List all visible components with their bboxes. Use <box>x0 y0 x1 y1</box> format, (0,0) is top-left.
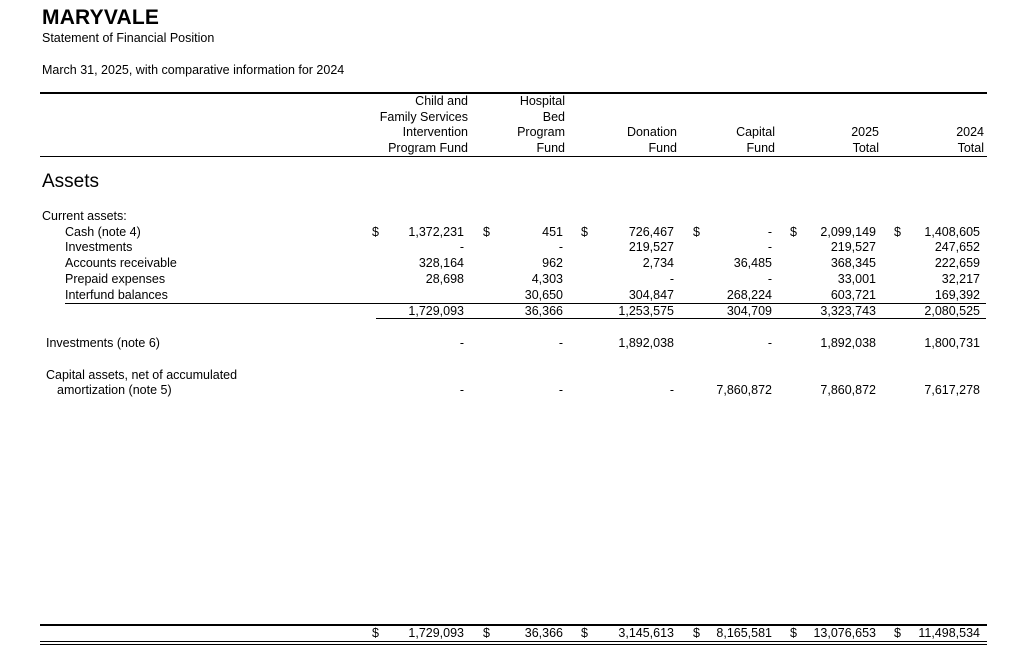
header-line: Donation <box>626 125 677 139</box>
cell-value: 1,892,038 <box>820 336 876 350</box>
row-label: Interfund balances <box>65 288 168 302</box>
statement-title: Statement of Financial Position <box>42 31 215 45</box>
cell-value: 4,303 <box>531 272 563 286</box>
currency-symbol: $ <box>483 626 490 640</box>
column-header-2025 <box>851 125 879 157</box>
cell-value: 33,001 <box>837 272 876 286</box>
currency-symbol: $ <box>894 626 901 640</box>
currency-symbol: $ <box>693 225 700 239</box>
cell-value: - <box>459 383 464 397</box>
column-header-capital <box>736 125 775 157</box>
cell-value: 222,659 <box>934 256 980 270</box>
row-label: Prepaid expenses <box>65 272 166 286</box>
currency-symbol: $ <box>372 626 379 640</box>
cell-value: - <box>767 225 772 239</box>
cell-value: 1,253,575 <box>618 304 674 318</box>
header-line: Capital <box>736 125 775 139</box>
cell-value: 247,652 <box>934 240 980 254</box>
currency-symbol: $ <box>693 626 700 640</box>
cell-value: - <box>459 336 464 350</box>
row-label: Accounts receivable <box>65 256 177 270</box>
header-line: Child and <box>415 94 468 108</box>
currency-symbol: $ <box>372 225 379 239</box>
column-header-cfs <box>380 94 468 157</box>
column-header-donation <box>627 125 677 157</box>
header-line: 2025 <box>851 125 879 139</box>
top-rule <box>40 92 987 94</box>
header-line: Family Services <box>379 109 468 124</box>
current-assets-label: Current assets: <box>42 209 127 223</box>
totals-double-rule-2 <box>40 644 987 645</box>
total-value: 1,729,093 <box>408 626 464 640</box>
header-line: Fund <box>747 141 776 158</box>
total-value: 11,498,534 <box>918 626 980 640</box>
row-label: Cash (note 4) <box>65 225 141 239</box>
cell-value: 368,345 <box>830 256 876 270</box>
header-line: Hospital <box>519 94 565 108</box>
cell-value: 219,527 <box>830 240 876 254</box>
cell-value: 1,892,038 <box>618 336 674 350</box>
row-label: Investments (note 6) <box>46 336 160 350</box>
cell-value: 1,729,093 <box>408 304 464 318</box>
cell-value: - <box>558 383 563 397</box>
cell-value: 304,847 <box>628 288 674 302</box>
cell-value: 1,408,605 <box>924 225 980 239</box>
cell-value: - <box>558 336 563 350</box>
cell-value: 2,734 <box>642 256 674 270</box>
currency-symbol: $ <box>581 225 588 239</box>
cell-value: 169,392 <box>934 288 980 302</box>
currency-symbol: $ <box>581 626 588 640</box>
currency-symbol: $ <box>790 626 797 640</box>
total-value: 8,165,581 <box>716 626 772 640</box>
header-line: Program Fund <box>388 141 468 158</box>
header-line: Program <box>517 125 565 139</box>
cell-value: - <box>558 240 563 254</box>
cell-value: 962 <box>542 256 563 270</box>
cell-value: - <box>459 240 464 254</box>
row-label: Capital assets, net of accumulated <box>46 368 238 382</box>
cell-value: 7,860,872 <box>820 383 876 397</box>
cell-value: - <box>767 240 772 254</box>
currency-symbol: $ <box>483 225 490 239</box>
cell-value: 1,372,231 <box>408 225 464 239</box>
header-line: Fund <box>537 141 566 158</box>
statement-date: March 31, 2025, with comparative information for 2024 <box>42 63 345 77</box>
header-line: Total <box>853 141 879 158</box>
total-value: 3,145,613 <box>618 626 674 640</box>
header-rule <box>40 156 987 157</box>
header-line: Intervention <box>402 125 468 139</box>
column-header-hospital <box>517 94 565 157</box>
cell-value: 2,099,149 <box>820 225 876 239</box>
cell-value: 30,650 <box>524 288 563 302</box>
cell-value: - <box>669 383 674 397</box>
cell-value: 28,698 <box>425 272 464 286</box>
section-title: Assets <box>42 171 100 192</box>
cell-value: 2,080,525 <box>924 304 980 318</box>
totals-double-rule-1 <box>40 641 987 642</box>
header-line: 2024 <box>956 125 984 139</box>
header-line: Bed <box>542 109 565 124</box>
cell-value: 3,323,743 <box>820 304 876 318</box>
cell-value: 32,217 <box>941 272 980 286</box>
cell-value: 603,721 <box>830 288 876 302</box>
currency-symbol: $ <box>790 225 797 239</box>
subtotal-underline <box>376 318 986 319</box>
cell-value: 268,224 <box>726 288 772 302</box>
cell-value: 328,164 <box>418 256 464 270</box>
cell-value: 1,800,731 <box>924 336 980 350</box>
total-value: 13,076,653 <box>813 626 876 640</box>
column-header-2024 <box>956 125 984 157</box>
row-label: Investments <box>65 240 133 254</box>
cell-value: 36,485 <box>733 256 772 270</box>
cell-value: 304,709 <box>726 304 772 318</box>
cell-value: - <box>767 272 772 286</box>
cell-value: 36,366 <box>524 304 563 318</box>
cell-value: - <box>669 272 674 286</box>
cell-value: 219,527 <box>628 240 674 254</box>
header-line: Total <box>958 141 984 158</box>
currency-symbol: $ <box>894 225 901 239</box>
subtotal-rule <box>65 303 986 304</box>
cell-value: 451 <box>542 225 563 239</box>
cell-value: 7,617,278 <box>924 383 980 397</box>
header-line: Fund <box>649 141 678 158</box>
total-value: 36,366 <box>524 626 563 640</box>
row-label: amortization (note 5) <box>57 383 172 397</box>
cell-value: - <box>767 336 772 350</box>
organization-name: MARYVALE <box>42 6 160 29</box>
cell-value: 726,467 <box>628 225 674 239</box>
cell-value: 7,860,872 <box>716 383 772 397</box>
